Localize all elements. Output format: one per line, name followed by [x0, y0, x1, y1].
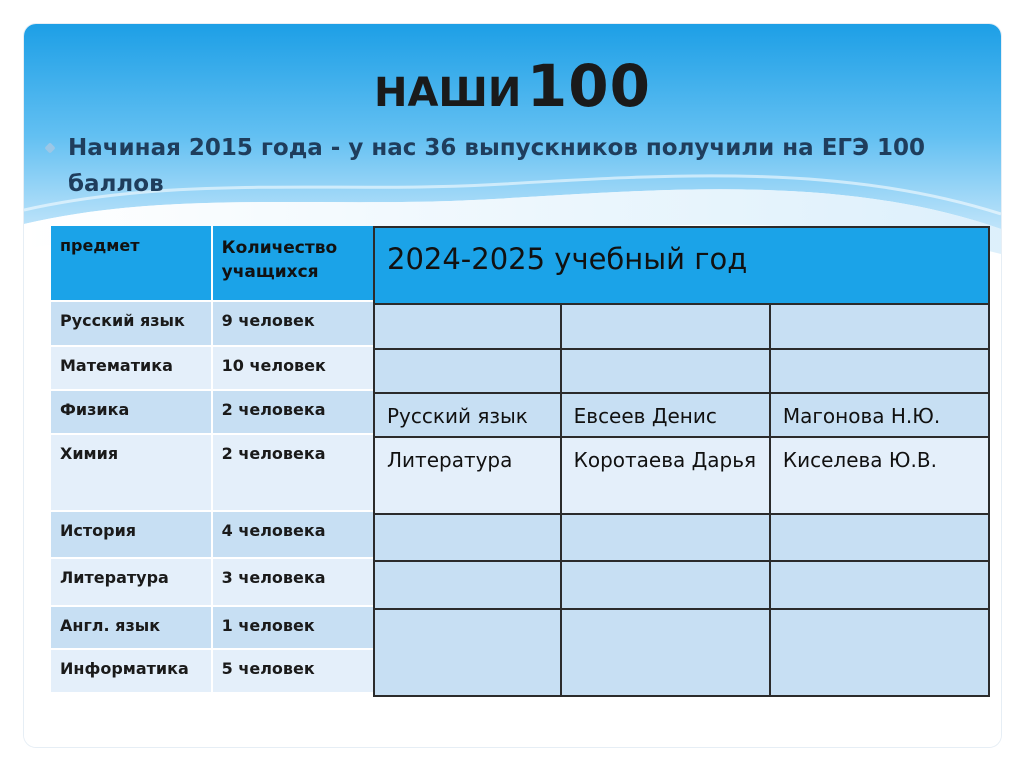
count-cell: 5 человек [212, 649, 374, 693]
teacher-cell [770, 514, 989, 561]
table-row [51, 606, 374, 649]
teacher-cell [770, 304, 989, 349]
teacher-cell [770, 561, 989, 609]
table-row [374, 561, 989, 609]
subject-cell: История [51, 511, 212, 558]
student-cell: Евсеев Денис [561, 393, 770, 437]
subject-cell: Литература [51, 558, 212, 606]
table-row [51, 649, 374, 693]
slide [24, 24, 1001, 747]
table-row [374, 393, 989, 437]
header-count: Количество учащихся [212, 226, 374, 301]
subject-cell [374, 609, 561, 696]
subject-cell [374, 514, 561, 561]
teacher-cell [770, 349, 989, 393]
table-row [51, 558, 374, 606]
table-row [51, 346, 374, 390]
subtitle [68, 130, 988, 202]
table-row [51, 301, 374, 346]
year-header: 2024-2025 учебный год [374, 227, 989, 304]
title-number: 100 [526, 52, 651, 120]
subject-cell: Русский язык [374, 393, 561, 437]
table-row [51, 390, 374, 434]
student-cell [561, 349, 770, 393]
count-cell: 10 человек [212, 346, 374, 390]
title-word: НАШИ [374, 70, 522, 116]
subtitle-text: Начиная 2015 года - у нас 36 выпускников получили на ЕГЭ 100 баллов [68, 135, 925, 197]
table-row [374, 304, 989, 349]
slide-title [24, 52, 1001, 120]
subject-cell: Химия [51, 434, 212, 511]
count-cell: 1 человек [212, 606, 374, 649]
table-row [374, 437, 989, 514]
count-cell: 4 человека [212, 511, 374, 558]
subject-cell: Литература [374, 437, 561, 514]
table-row [374, 609, 989, 696]
year-table [373, 226, 990, 697]
student-cell [561, 304, 770, 349]
subjects-table [51, 226, 375, 694]
subject-cell: Математика [51, 346, 212, 390]
table-row [51, 511, 374, 558]
subject-cell [374, 304, 561, 349]
subject-cell: Русский язык [51, 301, 212, 346]
subject-cell: Физика [51, 390, 212, 434]
table-row [51, 434, 374, 511]
table-row [374, 514, 989, 561]
teacher-cell: Магонова Н.Ю. [770, 393, 989, 437]
subject-cell: Информатика [51, 649, 212, 693]
table-header-row [374, 227, 989, 304]
teacher-cell [770, 609, 989, 696]
table-header-row [51, 226, 374, 301]
header-subject: предмет [51, 226, 212, 301]
count-cell: 2 человека [212, 390, 374, 434]
count-cell: 3 человека [212, 558, 374, 606]
student-cell [561, 514, 770, 561]
student-cell: Коротаева Дарья [561, 437, 770, 514]
subject-cell [374, 561, 561, 609]
subject-cell: Англ. язык [51, 606, 212, 649]
student-cell [561, 609, 770, 696]
count-cell: 2 человека [212, 434, 374, 511]
subject-cell [374, 349, 561, 393]
student-cell [561, 561, 770, 609]
table-row [374, 349, 989, 393]
teacher-cell: Киселева Ю.В. [770, 437, 989, 514]
count-cell: 9 человек [212, 301, 374, 346]
